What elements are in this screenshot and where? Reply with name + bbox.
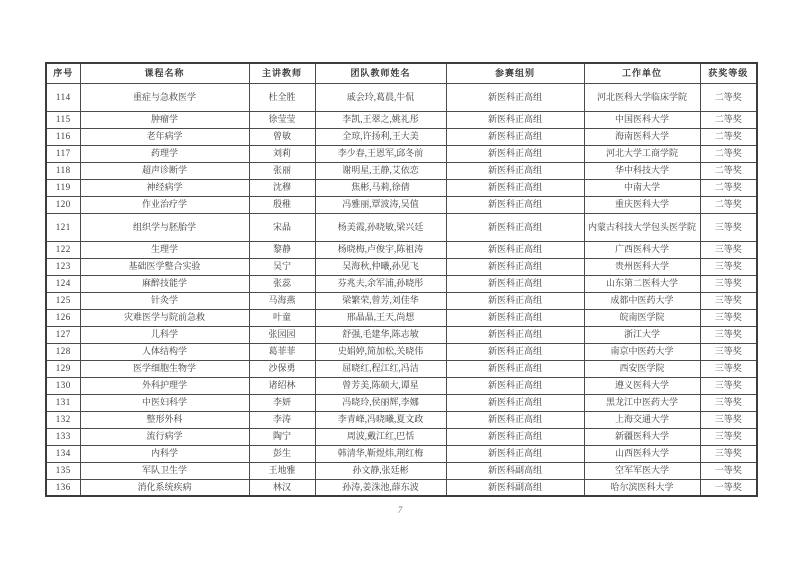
cell-lead-teacher: 刘莉: [249, 145, 315, 162]
cell-team-teachers: 吴海秋,仲曦,孙见飞: [315, 258, 446, 275]
table-header-row: [46, 63, 757, 83]
cell-lead-teacher: 张园园: [249, 326, 315, 343]
cell-work-unit: 西安医学院: [584, 360, 700, 377]
cell-index: 115: [46, 111, 80, 128]
cell-lead-teacher: 吴宁: [249, 258, 315, 275]
cell-work-unit: 皖南医学院: [584, 309, 700, 326]
cell-award-level: 二等奖: [700, 162, 757, 179]
cell-course-name: 麻醉技能学: [80, 275, 249, 292]
cell-team-teachers: 杨美霞,孙晓敏,梁兴廷: [315, 213, 446, 241]
cell-course-name: 儿科学: [80, 326, 249, 343]
cell-course-name: 组织学与胚胎学: [80, 213, 249, 241]
cell-team-teachers: 杨晓梅,卢俊宇,陈祖涛: [315, 241, 446, 258]
cell-work-unit: 内蒙古科技大学包头医学院: [584, 213, 700, 241]
cell-lead-teacher: 叶童: [249, 309, 315, 326]
cell-index: 117: [46, 145, 80, 162]
cell-award-level: 三等奖: [700, 428, 757, 445]
cell-competition-group: 新医科正高组: [446, 162, 584, 179]
header-competition-group: 参赛组别: [446, 63, 584, 83]
cell-award-level: 二等奖: [700, 145, 757, 162]
table-row: [46, 162, 757, 179]
cell-index: 116: [46, 128, 80, 145]
cell-award-level: 三等奖: [700, 445, 757, 462]
cell-award-level: 二等奖: [700, 196, 757, 213]
cell-course-name: 整形外科: [80, 411, 249, 428]
cell-team-teachers: 李凯,王翠之,姚礼彤: [315, 111, 446, 128]
cell-competition-group: 新医科正高组: [446, 309, 584, 326]
table-row: [46, 145, 757, 162]
cell-team-teachers: 史娟婷,简加松,关晓伟: [315, 343, 446, 360]
cell-award-level: 三等奖: [700, 213, 757, 241]
cell-award-level: 二等奖: [700, 179, 757, 196]
cell-competition-group: 新医科正高组: [446, 258, 584, 275]
cell-course-name: 消化系统疾病: [80, 479, 249, 496]
cell-work-unit: 哈尔滨医科大学: [584, 479, 700, 496]
cell-course-name: 内科学: [80, 445, 249, 462]
table-row: [46, 128, 757, 145]
cell-award-level: 一等奖: [700, 462, 757, 479]
cell-competition-group: 新医科正高组: [446, 360, 584, 377]
table-row: [46, 428, 757, 445]
cell-lead-teacher: 沈穆: [249, 179, 315, 196]
cell-course-name: 老年病学: [80, 128, 249, 145]
cell-competition-group: 新医科正高组: [446, 241, 584, 258]
cell-index: 123: [46, 258, 80, 275]
cell-work-unit: 空军军医大学: [584, 462, 700, 479]
cell-work-unit: 河北大学工商学院: [584, 145, 700, 162]
cell-course-name: 肿瘤学: [80, 111, 249, 128]
cell-lead-teacher: 林汉: [249, 479, 315, 496]
cell-lead-teacher: 王地雅: [249, 462, 315, 479]
cell-team-teachers: 谢明星,王静,艾依恋: [315, 162, 446, 179]
cell-lead-teacher: 沙保勇: [249, 360, 315, 377]
cell-award-level: 二等奖: [700, 111, 757, 128]
cell-award-level: 三等奖: [700, 309, 757, 326]
cell-lead-teacher: 葛菲菲: [249, 343, 315, 360]
table-row: [46, 275, 757, 292]
cell-course-name: 重症与急救医学: [80, 83, 249, 111]
cell-work-unit: 贵州医科大学: [584, 258, 700, 275]
header-lead-teacher: 主讲教师: [249, 63, 315, 83]
cell-team-teachers: 芬兆夫,余军浦,孙晓彤: [315, 275, 446, 292]
cell-team-teachers: 周波,戴江红,巴恬: [315, 428, 446, 445]
cell-course-name: 神经病学: [80, 179, 249, 196]
awards-table: [45, 62, 758, 497]
cell-work-unit: 山东第二医科大学: [584, 275, 700, 292]
cell-team-teachers: 孙文静,张廷彬: [315, 462, 446, 479]
header-index: 序号: [46, 63, 80, 83]
header-award-level: 获奖等级: [700, 63, 757, 83]
cell-team-teachers: 屈晓红,程江红,冯洁: [315, 360, 446, 377]
cell-lead-teacher: 杜全胜: [249, 83, 315, 111]
cell-award-level: 三等奖: [700, 394, 757, 411]
cell-course-name: 医学细胞生物学: [80, 360, 249, 377]
table-row: [46, 111, 757, 128]
cell-course-name: 超声诊断学: [80, 162, 249, 179]
cell-work-unit: 山西医科大学: [584, 445, 700, 462]
cell-competition-group: 新医科正高组: [446, 111, 584, 128]
cell-competition-group: 新医科正高组: [446, 445, 584, 462]
cell-award-level: 三等奖: [700, 411, 757, 428]
cell-lead-teacher: 张蕊: [249, 275, 315, 292]
cell-team-teachers: 孙涛,姜洙池,薛东波: [315, 479, 446, 496]
cell-competition-group: 新医科正高组: [446, 179, 584, 196]
header-team-teachers: 团队教师姓名: [315, 63, 446, 83]
table-row: [46, 411, 757, 428]
cell-index: 120: [46, 196, 80, 213]
cell-lead-teacher: 李涛: [249, 411, 315, 428]
cell-work-unit: 黑龙江中医药大学: [584, 394, 700, 411]
table-row: [46, 394, 757, 411]
cell-lead-teacher: 马海燕: [249, 292, 315, 309]
cell-competition-group: 新医科正高组: [446, 394, 584, 411]
cell-work-unit: 中国医科大学: [584, 111, 700, 128]
cell-course-name: 外科护理学: [80, 377, 249, 394]
cell-work-unit: 海南医科大学: [584, 128, 700, 145]
cell-work-unit: 新疆医科大学: [584, 428, 700, 445]
cell-index: 135: [46, 462, 80, 479]
table-row: [46, 213, 757, 241]
cell-index: 121: [46, 213, 80, 241]
cell-award-level: 三等奖: [700, 275, 757, 292]
cell-competition-group: 新医科正高组: [446, 411, 584, 428]
table-row: [46, 309, 757, 326]
cell-work-unit: 河北医科大学临床学院: [584, 83, 700, 111]
cell-index: 119: [46, 179, 80, 196]
cell-index: 130: [46, 377, 80, 394]
cell-index: 114: [46, 83, 80, 111]
cell-course-name: 流行病学: [80, 428, 249, 445]
cell-award-level: 三等奖: [700, 258, 757, 275]
table-row: [46, 83, 757, 111]
cell-course-name: 作业治疗学: [80, 196, 249, 213]
table-row: [46, 479, 757, 496]
cell-competition-group: 新医科正高组: [446, 213, 584, 241]
cell-competition-group: 新医科正高组: [446, 326, 584, 343]
table-row: [46, 179, 757, 196]
cell-course-name: 军队卫生学: [80, 462, 249, 479]
table-row: [46, 377, 757, 394]
header-work-unit: 工作单位: [584, 63, 700, 83]
cell-lead-teacher: 宋晶: [249, 213, 315, 241]
cell-index: 118: [46, 162, 80, 179]
cell-award-level: 三等奖: [700, 343, 757, 360]
table-row: [46, 445, 757, 462]
cell-team-teachers: 冯雅丽,覃波涛,吴值: [315, 196, 446, 213]
cell-award-level: 二等奖: [700, 83, 757, 111]
cell-index: 124: [46, 275, 80, 292]
cell-competition-group: 新医科副高组: [446, 479, 584, 496]
cell-work-unit: 南京中医药大学: [584, 343, 700, 360]
cell-course-name: 药理学: [80, 145, 249, 162]
cell-index: 136: [46, 479, 80, 496]
cell-competition-group: 新医科正高组: [446, 83, 584, 111]
page-number: 7: [397, 505, 403, 515]
table-row: [46, 326, 757, 343]
cell-index: 127: [46, 326, 80, 343]
cell-index: 133: [46, 428, 80, 445]
cell-lead-teacher: 曾敏: [249, 128, 315, 145]
cell-course-name: 基础医学整合实验: [80, 258, 249, 275]
cell-course-name: 灾难医学与院前急救: [80, 309, 249, 326]
cell-lead-teacher: 陶宁: [249, 428, 315, 445]
cell-work-unit: 华中科技大学: [584, 162, 700, 179]
cell-competition-group: 新医科正高组: [446, 292, 584, 309]
cell-index: 132: [46, 411, 80, 428]
cell-course-name: 针灸学: [80, 292, 249, 309]
cell-work-unit: 广西医科大学: [584, 241, 700, 258]
cell-team-teachers: 焦彬,马莉,徐倩: [315, 179, 446, 196]
cell-lead-teacher: 黎静: [249, 241, 315, 258]
cell-award-level: 一等奖: [700, 479, 757, 496]
cell-lead-teacher: 徐莹莹: [249, 111, 315, 128]
cell-team-teachers: 曾芳美,陈硕大,谭星: [315, 377, 446, 394]
cell-award-level: 三等奖: [700, 326, 757, 343]
cell-team-teachers: 冯晓玲,侯丽辉,李娜: [315, 394, 446, 411]
cell-work-unit: 中南大学: [584, 179, 700, 196]
cell-team-teachers: 梁繁荣,曾芳,刘佳华: [315, 292, 446, 309]
cell-lead-teacher: 李妍: [249, 394, 315, 411]
cell-index: 134: [46, 445, 80, 462]
cell-award-level: 三等奖: [700, 292, 757, 309]
cell-competition-group: 新医科正高组: [446, 128, 584, 145]
cell-work-unit: 浙江大学: [584, 326, 700, 343]
cell-award-level: 三等奖: [700, 377, 757, 394]
cell-competition-group: 新医科正高组: [446, 377, 584, 394]
table-row: [46, 196, 757, 213]
cell-team-teachers: 舒强,毛建华,陈志敏: [315, 326, 446, 343]
cell-course-name: 生理学: [80, 241, 249, 258]
cell-competition-group: 新医科正高组: [446, 275, 584, 292]
cell-team-teachers: 戚会玲,葛晨,牛侃: [315, 83, 446, 111]
table-row: [46, 258, 757, 275]
cell-award-level: 三等奖: [700, 241, 757, 258]
cell-index: 125: [46, 292, 80, 309]
cell-index: 129: [46, 360, 80, 377]
cell-team-teachers: 邢晶晶,王天,尚想: [315, 309, 446, 326]
cell-team-teachers: 韩清华,靳煜炜,荆红梅: [315, 445, 446, 462]
header-course-name: 课程名称: [80, 63, 249, 83]
cell-course-name: 人体结构学: [80, 343, 249, 360]
cell-index: 131: [46, 394, 80, 411]
table-row: [46, 360, 757, 377]
cell-work-unit: 成都中医药大学: [584, 292, 700, 309]
cell-index: 122: [46, 241, 80, 258]
cell-team-teachers: 李少春,王恩军,邱冬前: [315, 145, 446, 162]
cell-award-level: 三等奖: [700, 360, 757, 377]
cell-work-unit: 上海交通大学: [584, 411, 700, 428]
cell-competition-group: 新医科正高组: [446, 145, 584, 162]
cell-lead-teacher: 张丽: [249, 162, 315, 179]
table-row: [46, 462, 757, 479]
cell-work-unit: 遵义医科大学: [584, 377, 700, 394]
cell-course-name: 中医妇科学: [80, 394, 249, 411]
cell-competition-group: 新医科正高组: [446, 428, 584, 445]
cell-award-level: 二等奖: [700, 128, 757, 145]
table-row: [46, 241, 757, 258]
cell-team-teachers: 李青峰,冯晓曦,夏文政: [315, 411, 446, 428]
cell-lead-teacher: 诸绍林: [249, 377, 315, 394]
cell-work-unit: 重庆医科大学: [584, 196, 700, 213]
table-row: [46, 292, 757, 309]
cell-index: 126: [46, 309, 80, 326]
table-row: [46, 343, 757, 360]
cell-competition-group: 新医科副高组: [446, 462, 584, 479]
cell-lead-teacher: 殷稚: [249, 196, 315, 213]
cell-index: 128: [46, 343, 80, 360]
cell-team-teachers: 全琼,许扬利,王大美: [315, 128, 446, 145]
cell-competition-group: 新医科正高组: [446, 196, 584, 213]
cell-competition-group: 新医科正高组: [446, 343, 584, 360]
cell-lead-teacher: 彭生: [249, 445, 315, 462]
